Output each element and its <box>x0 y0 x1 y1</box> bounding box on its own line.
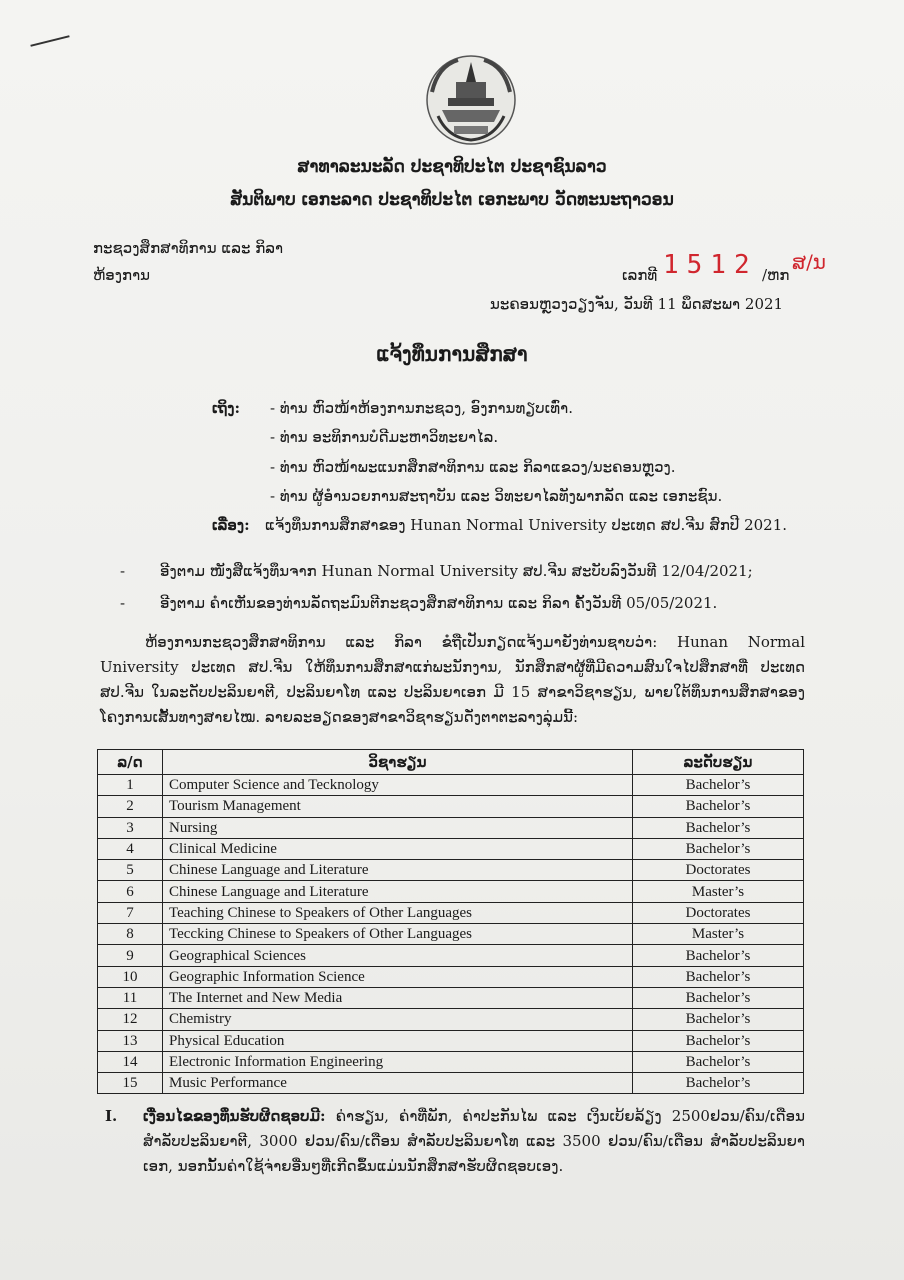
reference-dash: - <box>120 562 126 580</box>
scholarship-conditions <box>105 1104 805 1179</box>
row-level: Bachelor’s <box>633 987 804 1008</box>
table-row <box>98 881 804 902</box>
row-number: 13 <box>98 1030 163 1051</box>
row-number: 7 <box>98 902 163 923</box>
table-row <box>98 775 804 796</box>
table-row <box>98 796 804 817</box>
row-number: 9 <box>98 945 163 966</box>
conditions-marker: I. <box>105 1107 118 1125</box>
row-number: 11 <box>98 987 163 1008</box>
row-level: Doctorates <box>633 902 804 923</box>
row-level: Bachelor’s <box>633 1009 804 1030</box>
header-no: ລ/ດ <box>98 750 163 775</box>
table-row <box>98 1073 804 1094</box>
row-subject: Teccking Chinese to Speakers of Other Languages <box>163 924 633 945</box>
body-paragraph: ຫ້ອງການກະຊວງສຶກສາທິການ ແລະ ກິລາ ຂໍຖືເປັນກຽດແຈ້ງມາຍັງທ່ານຊາບວ່າ: Hunan Normal University ປະເທດ ສປ.ຈີນ ໃຫ້ທຶນການສຶກສາແກ່ພະນັກງານ, ນັກສຶກສາຜູ້ທີ່ມີຄວາມສົນໃຈໄປສຶກສາທີ່ ປະເທດ ສປ.ຈີນ ໃນລະດັບປະລິນຍາຕີ, ປະລິນຍາໂທ ແລະ ປະລິນຍາເອກ ມີ 15 ສາຂາວິຊາຮຽນ, ພາຍໃຕ້ທຶນການສຶກສາຂອງໂຄງການເສັ້ນທາງສາຍໄໝ. ລາຍລະອຽດຂອງສາຂາວິຊາຮຽນດັ່ງຕາຕະລາງລຸ່ມນີ້: <box>100 633 805 726</box>
table-row <box>98 987 804 1008</box>
row-number: 5 <box>98 860 163 881</box>
recipient-item: - ທ່ານ ຫົວໜ້າຫ້ອງການກະຊວງ, ອົງການທຽບເທົ່າ. <box>270 399 573 417</box>
row-subject: Geographical Sciences <box>163 945 633 966</box>
office-abbreviation: /ຫກ <box>762 266 790 284</box>
table-row <box>98 1051 804 1072</box>
row-subject: Physical Education <box>163 1030 633 1051</box>
table-row <box>98 860 804 881</box>
header-level: ລະດັບຮຽນ <box>633 750 804 775</box>
row-level: Master’s <box>633 924 804 945</box>
page-title: ແຈ້ງທຶນການສຶກສາ <box>376 342 528 366</box>
header-subject: ວິຊາຮຽນ <box>163 750 633 775</box>
row-subject: Chemistry <box>163 1009 633 1030</box>
table-row <box>98 1009 804 1030</box>
pen-mark <box>30 35 69 47</box>
subject-text: ແຈ້ງທຶນການສຶກສາຂອງ Hunan Normal University ປະເທດ ສປ.ຈີນ ສົກປີ 2021. <box>265 516 788 534</box>
row-level: Bachelor’s <box>633 796 804 817</box>
row-subject: Music Performance <box>163 1073 633 1094</box>
row-subject: Teaching Chinese to Speakers of Other Languages <box>163 902 633 923</box>
row-level: Master’s <box>633 881 804 902</box>
recipients-label: ເຖິງ: <box>212 399 241 417</box>
row-number: 4 <box>98 838 163 859</box>
row-level: Bachelor’s <box>633 966 804 987</box>
recipient-item: - ທ່ານ ຫົວໜ້າພະແນກສຶກສາທິການ ແລະ ກິລາແຂວງ/ນະຄອນຫຼວງ. <box>270 458 676 476</box>
row-number: 10 <box>98 966 163 987</box>
table-row <box>98 838 804 859</box>
office-name: ຫ້ອງການ <box>93 266 151 284</box>
row-level: Bachelor’s <box>633 1030 804 1051</box>
row-number: 15 <box>98 1073 163 1094</box>
row-level: Bachelor’s <box>633 945 804 966</box>
row-level: Bachelor’s <box>633 775 804 796</box>
row-number: 2 <box>98 796 163 817</box>
row-subject: Geographic Information Science <box>163 966 633 987</box>
courses-table <box>97 749 804 1094</box>
row-number: 1 <box>98 775 163 796</box>
table-row <box>98 1030 804 1051</box>
row-subject: Nursing <box>163 817 633 838</box>
row-subject: Chinese Language and Literature <box>163 860 633 881</box>
conditions-label: ເງື່ອນໄຂຂອງທຶນຮັບຜິດຊອບມີ: <box>143 1107 326 1125</box>
national-emblem <box>418 52 524 148</box>
row-level: Bachelor’s <box>633 838 804 859</box>
row-number: 3 <box>98 817 163 838</box>
row-subject: Computer Science and Tecknology <box>163 775 633 796</box>
row-level: Bachelor’s <box>633 1073 804 1094</box>
document-number: 1512 <box>663 250 758 280</box>
table-row <box>98 902 804 923</box>
place-date: ນະຄອນຫຼວງວຽງຈັນ, ວັນທີ 11 ພຶດສະພາ 2021 <box>490 295 784 313</box>
national-motto: ສັນຕິພາບ ເອກະລາດ ປະຊາທິປະໄຕ ເອກະພາບ ວັດທະນະຖາວອນ <box>230 190 674 210</box>
office-handwritten-mark: ສ/ນ <box>792 250 826 274</box>
row-number: 12 <box>98 1009 163 1030</box>
subject-label: ເລື່ອງ: <box>212 516 250 534</box>
row-number: 8 <box>98 924 163 945</box>
row-subject: Chinese Language and Literature <box>163 881 633 902</box>
table-row <box>98 966 804 987</box>
row-level: Bachelor’s <box>633 1051 804 1072</box>
reference-item: ອີງຕາມ ຄຳເຫັນຂອງທ່ານລັດຖະມົນຕີກະຊວງສຶກສາທິການ ແລະ ກິລາ ຄັ້ງວັນທີ 05/05/2021. <box>160 594 718 612</box>
reference-item: ອີງຕາມ ໜັງສືແຈ້ງທຶນຈາກ Hunan Normal University ສປ.ຈີນ ສະບັບລົງວັນທີ 12/04/2021; <box>160 562 753 580</box>
table-header-row <box>98 750 804 775</box>
reference-dash: - <box>120 594 126 612</box>
row-level: Bachelor’s <box>633 817 804 838</box>
row-number: 6 <box>98 881 163 902</box>
recipient-item: - ທ່ານ ອະທິການບໍດີມະຫາວິທະຍາໄລ. <box>270 428 499 446</box>
row-subject: Tourism Management <box>163 796 633 817</box>
ministry-name: ກະຊວງສຶກສາທິການ ແລະ ກິລາ <box>93 239 284 257</box>
number-label: ເລກທີ <box>622 266 658 284</box>
row-subject: The Internet and New Media <box>163 987 633 1008</box>
conditions-text: ຄ່າຮຽນ, ຄ່າທີ່ພັກ, ຄ່າປະກັນໄພ ແລະ ເງິນເບ້ຍລ້ຽງ 2500ຢວນ/ຄົນ/ເດືອນ ສຳລັບປະລິນຍາຕີ, 3000 ຢວນ/ຄົນ/ເດືອນ ສຳລັບປະລິນຍາໂທ ແລະ 3500 ຢວນ/ຄົນ/ເດືອນ ສຳລັບປະລິນຍາເອກ, ນອກນັ້ນຄ່າໃຊ້ຈ່າຍອື່ນໆທີ່ເກີດຂຶ້ນແມ່ນນັກສຶກສາຮັບຜິດຊອບເອງ. <box>143 1107 805 1175</box>
country-name: ສາທາລະນະລັດ ປະຊາທິປະໄຕ ປະຊາຊົນລາວ <box>297 157 607 177</box>
row-subject: Clinical Medicine <box>163 838 633 859</box>
recipient-item: - ທ່ານ ຜູ້ອຳນວຍການສະຖາບັນ ແລະ ວິທະຍາໄລທັງພາກລັດ ແລະ ເອກະຊົນ. <box>270 487 723 505</box>
row-level: Doctorates <box>633 860 804 881</box>
table-row <box>98 924 804 945</box>
table-row <box>98 945 804 966</box>
row-number: 14 <box>98 1051 163 1072</box>
row-subject: Electronic Information Engineering <box>163 1051 633 1072</box>
table-row <box>98 817 804 838</box>
